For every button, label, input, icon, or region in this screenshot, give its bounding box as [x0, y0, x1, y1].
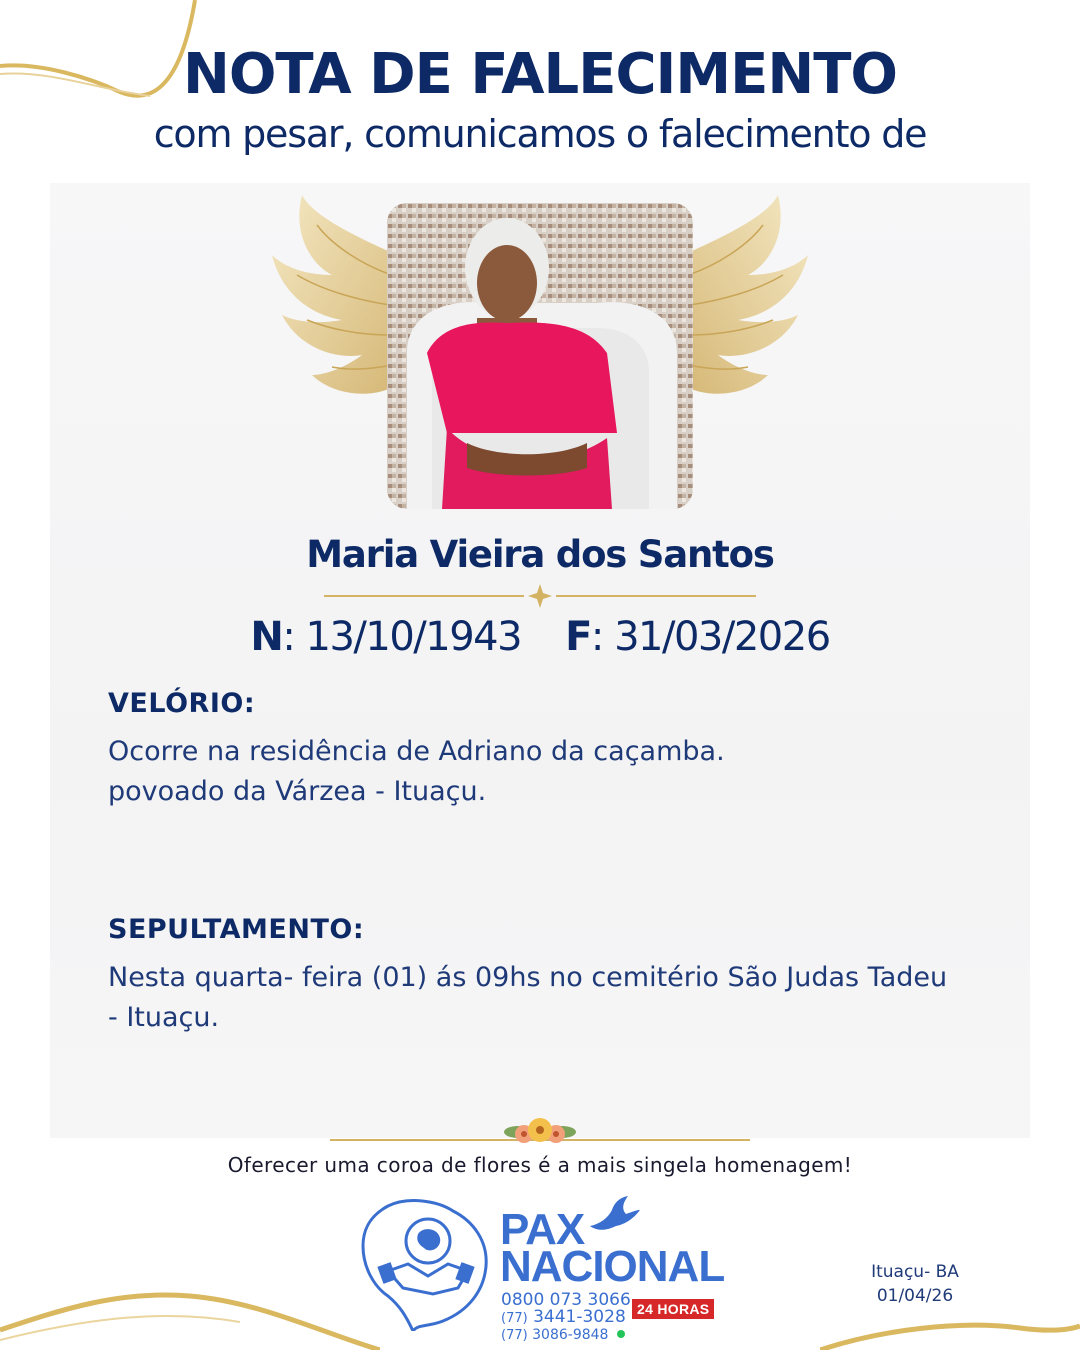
- notice-date: 01/04/26: [876, 1286, 954, 1306]
- wake-details: [108, 732, 988, 812]
- death-label: F: [565, 614, 591, 660]
- deceased-name: Maria Vieira dos Santos: [306, 533, 774, 576]
- bottom-left-gold-swoosh: [0, 1270, 380, 1350]
- wake-line-2: povoado da Várzea - Ituaçu.: [108, 776, 487, 807]
- dove-icon: [588, 1196, 640, 1236]
- birth-label: N: [250, 614, 283, 660]
- right-wing-icon: [678, 195, 808, 415]
- phone-whatsapp-number: 3086-9848: [532, 1327, 609, 1343]
- death-date: 31/03/2026: [614, 614, 830, 660]
- 24h-badge: 24 HORAS: [632, 1299, 714, 1319]
- page-title: NOTA DE FALECIMENTO: [182, 42, 898, 107]
- burial-title: SEPULTAMENTO:: [108, 914, 365, 945]
- phone-landline-ddd: (77): [501, 1311, 528, 1326]
- phone-whatsapp-ddd: (77): [501, 1328, 528, 1343]
- left-wing-icon: [272, 195, 402, 415]
- gold-divider: [324, 584, 756, 608]
- brand-name-line-1: PAX: [500, 1205, 585, 1254]
- deceased-portrait-photo: [387, 203, 693, 509]
- whatsapp-icon: [617, 1330, 625, 1338]
- footer-tagline: Oferecer uma coroa de flores é a mais singela homenagem!: [227, 1153, 853, 1177]
- burial-line-1: Nesta quarta- feira (01) ás 09hs no cemitério São Judas Tadeu: [108, 962, 948, 993]
- birth-date: 13/10/1943: [305, 614, 522, 660]
- wake-line-1: Ocorre na residência de Adriano da caçamba.: [108, 736, 725, 767]
- phone-whatsapp: [501, 1327, 608, 1343]
- wake-title: VELÓRIO:: [108, 688, 256, 719]
- brazil-map-handshake-logo-icon: [358, 1196, 493, 1331]
- flower-ornament-icon: [330, 1108, 750, 1156]
- phone-tollfree: 0800 073 3066: [501, 1290, 631, 1310]
- brand-name-line-2: NACIONAL: [500, 1242, 725, 1291]
- page-subtitle: com pesar, comunicamos o falecimento de: [153, 112, 927, 156]
- phone-landline: [501, 1307, 626, 1327]
- burial-line-2: - Ituaçu.: [108, 1002, 220, 1033]
- phone-landline-number: 3441-3028: [533, 1307, 626, 1327]
- life-dates: N: 13/10/1943 F: 31/03/2026: [250, 614, 830, 660]
- location-date: [850, 1260, 980, 1308]
- location-city: Ituaçu- BA: [871, 1262, 959, 1282]
- burial-details: [108, 958, 988, 1038]
